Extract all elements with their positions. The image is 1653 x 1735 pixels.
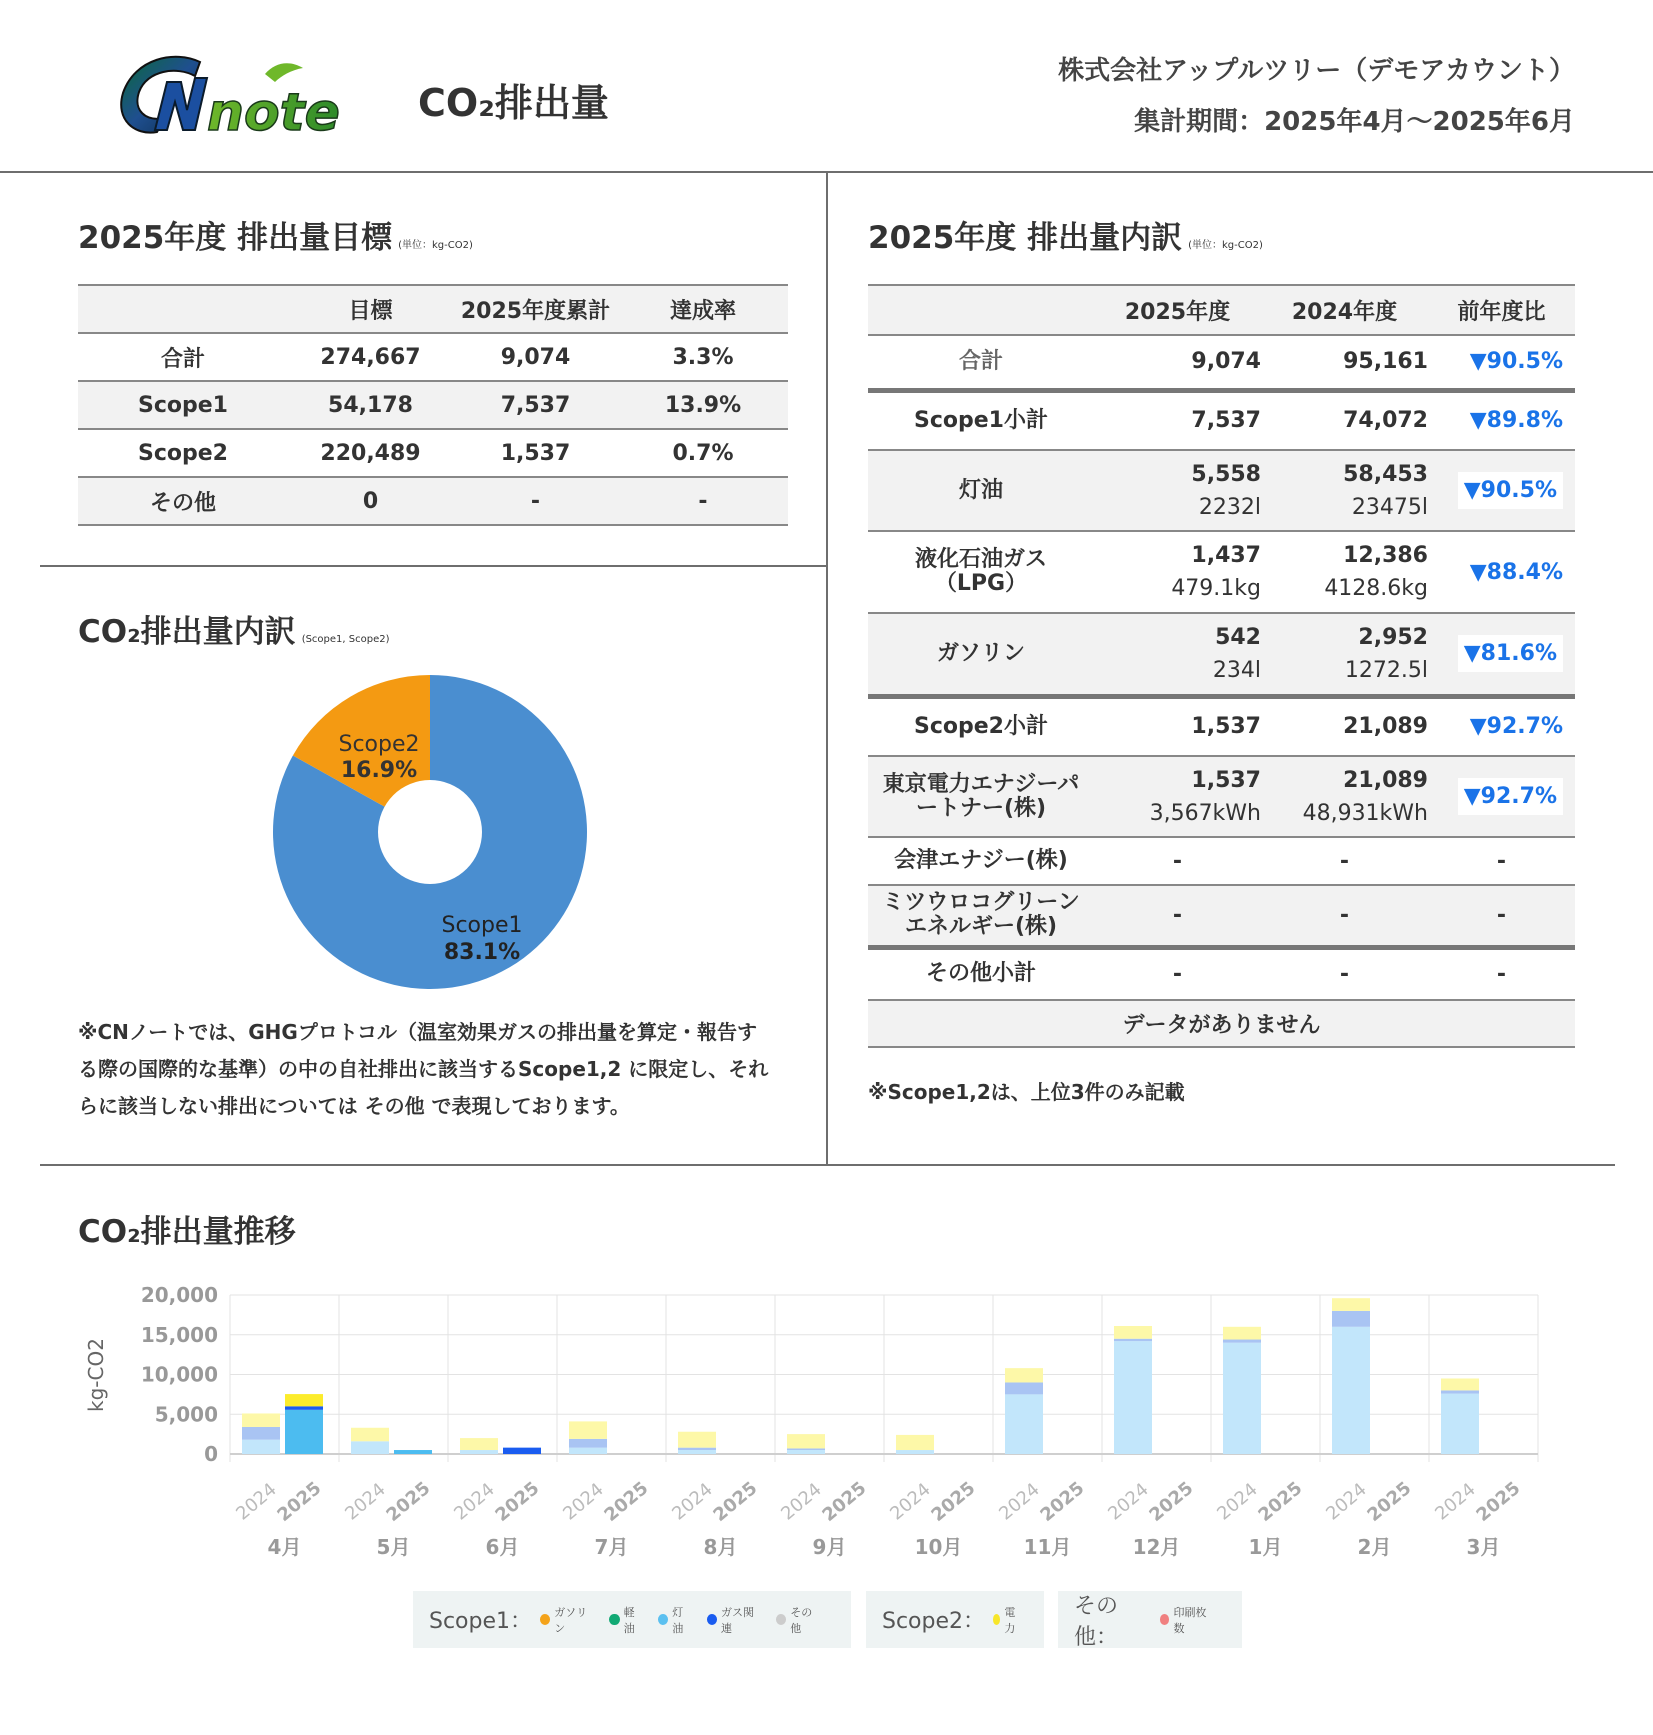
y-axis-label: kg-CO2 [84, 1338, 108, 1412]
bar-7月-2024-kerosene [569, 1448, 607, 1454]
table-row: ミツウロコグリーンエネルギー(株) - - - [868, 885, 1575, 947]
pie-label-scope1-name: Scope1 [441, 913, 523, 938]
table-header-cell: 2025年度累計 [460, 298, 611, 324]
bar-1月-2024-kerosene [1223, 1343, 1261, 1454]
bar-10月-2024-kerosene [896, 1450, 934, 1454]
x-year-label: 2025 [491, 1477, 544, 1526]
bar-9月-2024-power [787, 1434, 825, 1448]
x-year-label: 2024 [341, 1479, 390, 1525]
bar-6月-2024-power [460, 1438, 498, 1450]
bar-9月-2024-lpg [787, 1448, 825, 1450]
y-tick-label: 10,000 [140, 1362, 218, 1387]
legend-item-gasoline: ガソリン [540, 1604, 595, 1636]
x-year-label: 2025 [1363, 1477, 1416, 1526]
table-row: ガソリン 542 234l 2,952 1272.5l ▼81.6% [868, 613, 1575, 696]
x-year-label: 2024 [1104, 1479, 1153, 1525]
pie-label-scope2-value: 16.9% [340, 758, 418, 783]
bar-4月-2025-power [285, 1394, 323, 1406]
bar-1月-2024-lpg [1223, 1340, 1261, 1343]
bar-6月-2025-gas [503, 1448, 541, 1454]
x-month-label: 6月 [485, 1535, 520, 1559]
bar-3月-2024-kerosene [1441, 1394, 1479, 1454]
bar-12月-2024-power [1114, 1326, 1152, 1339]
bar-4月-2025-kerosene [285, 1410, 323, 1454]
x-year-label: 2024 [559, 1479, 608, 1525]
bar-3月-2024-power [1441, 1378, 1479, 1390]
bar-9月-2024-kerosene [787, 1450, 825, 1454]
page-title: CO₂排出量 [418, 81, 609, 125]
table-row: Scope1小計 7,537 74,072 ▼89.8% [868, 390, 1575, 450]
x-year-label: 2025 [1254, 1477, 1307, 1526]
donut-hole [378, 780, 482, 884]
y-tick-label: 5,000 [154, 1402, 218, 1427]
target-table [78, 284, 788, 526]
bar-4月-2024-lpg [242, 1427, 280, 1440]
x-year-label: 2025 [1145, 1477, 1198, 1526]
scope-donut-chart [270, 672, 590, 992]
x-year-label: 2024 [450, 1479, 499, 1525]
bar-7月-2024-lpg [569, 1439, 607, 1448]
x-month-label: 5月 [376, 1535, 411, 1559]
y-tick-label: 15,000 [140, 1322, 218, 1347]
x-month-label: 11月 [1023, 1535, 1072, 1559]
x-month-label: 9月 [812, 1535, 847, 1559]
bar-5月-2024-power [351, 1428, 389, 1442]
legend-item-print-count: 印刷枚数 [1160, 1604, 1212, 1636]
x-year-label: 2024 [668, 1479, 717, 1525]
bar-4月-2024-power [242, 1413, 280, 1427]
x-month-label: 2月 [1357, 1535, 1392, 1559]
x-year-label: 2025 [273, 1477, 326, 1526]
table-header-row: 2025年度 2024年度 前年度比 [868, 285, 1575, 335]
x-month-label: 7月 [594, 1535, 629, 1559]
bar-4月-2024-kerosene [242, 1440, 280, 1454]
table-row: Scope2 220,489 1,537 0.7% [78, 429, 788, 477]
table-row: Scope1 54,178 7,537 13.9% [78, 381, 788, 429]
pie-label-scope1-value: 83.1% [443, 940, 521, 965]
x-month-label: 8月 [703, 1535, 738, 1559]
bar-1月-2024-power [1223, 1327, 1261, 1340]
x-year-label: 2024 [1213, 1479, 1262, 1525]
left-section-divider [40, 565, 828, 567]
x-month-label: 4月 [267, 1535, 302, 1559]
bar-2月-2024-lpg [1332, 1311, 1370, 1327]
bar-5月-2025-kerosene [394, 1450, 432, 1454]
x-year-label: 2024 [995, 1479, 1044, 1525]
table-row: 灯油 5,558 2232l 58,453 23475l ▼90.5% [868, 450, 1575, 531]
x-year-label: 2025 [382, 1477, 435, 1526]
bar-2月-2024-kerosene [1332, 1327, 1370, 1454]
table-row: その他小計 - - - [868, 947, 1575, 1000]
breakdown-section-title: 2025年度 排出量内訳 (単位：kg-CO2) [868, 220, 1263, 256]
legend-item-gas: ガス関連 [707, 1604, 762, 1636]
x-year-label: 2025 [927, 1477, 980, 1526]
cnnote-logo [115, 48, 340, 148]
legend-other: その他： 印刷枚数 [1058, 1591, 1242, 1648]
pie-label-scope2-name: Scope2 [338, 732, 420, 757]
bar-11月-2024-lpg [1005, 1382, 1043, 1394]
x-year-label: 2025 [709, 1477, 762, 1526]
bar-11月-2024-power [1005, 1368, 1043, 1382]
bar-2月-2024-power [1332, 1298, 1370, 1311]
legend-item-other: その他 [776, 1604, 821, 1636]
svg-text:note: note [207, 83, 340, 143]
bar-7月-2024-power [569, 1421, 607, 1438]
legend-item-diesel: 軽油 [609, 1604, 644, 1636]
legend-item-electricity: 電力 [993, 1604, 1019, 1636]
table-row: 会津エナジー(株) - - - [868, 837, 1575, 885]
bar-5月-2024-kerosene [351, 1441, 389, 1454]
target-section-title: 2025年度 排出量目標 (単位：kg-CO2) [78, 220, 473, 256]
legend-item-kerosene: 灯油 [658, 1604, 693, 1636]
x-year-label: 2024 [232, 1479, 281, 1525]
co2-trend-chart [70, 1270, 1630, 1580]
legend-scope2: Scope2： 電力 [866, 1591, 1044, 1648]
pie-section-title: CO₂排出量内訳 (Scope1, Scope2) [78, 614, 390, 650]
table-row: 液化石油ガス（LPG） 1,437 479.1kg 12,386 4128.6kg ▼88.4% [868, 531, 1575, 613]
x-month-label: 1月 [1248, 1535, 1283, 1559]
table-row: Scope2小計 1,537 21,089 ▼92.7% [868, 696, 1575, 756]
bar-12月-2024-lpg [1114, 1339, 1152, 1341]
x-year-label: 2025 [1036, 1477, 1089, 1526]
x-year-label: 2025 [818, 1477, 871, 1526]
x-year-label: 2025 [1472, 1477, 1525, 1526]
table-row: その他 0 - - [78, 477, 788, 525]
scope-top3-note: ※Scope1,2は、上位3件のみ記載 [868, 1080, 1185, 1104]
table-header-cell: 達成率 [669, 298, 736, 324]
trend-section-title: CO₂排出量推移 [78, 1214, 296, 1250]
x-year-label: 2024 [1322, 1479, 1371, 1525]
table-row: 合計 9,074 95,161 ▼90.5% [868, 335, 1575, 390]
x-year-label: 2024 [1431, 1479, 1480, 1525]
x-year-label: 2025 [600, 1477, 653, 1526]
bar-11月-2024-kerosene [1005, 1394, 1043, 1454]
no-data-row: データがありません [868, 1000, 1575, 1047]
column-divider [826, 171, 828, 1165]
table-row: 合計 274,667 9,074 3.3% [78, 333, 788, 381]
ghg-protocol-note: ※CNノートでは、GHGプロトコル（温室効果ガスの排出量を算定・報告す る際の国際的な基準）の中の自社排出に該当するScope1,2 に限定し、それ らに該当しない排出については その他 で表現しております。 [78, 1020, 769, 1118]
table-row: 東京電力エナジーパートナー(株) 1,537 3,567kWh 21,089 48,931kWh ▼92.7% [868, 756, 1575, 837]
x-month-label: 12月 [1132, 1535, 1181, 1559]
x-year-label: 2024 [777, 1479, 826, 1525]
breakdown-table [868, 284, 1575, 1048]
bar-12月-2024-kerosene [1114, 1341, 1152, 1454]
table-header-cell: 目標 [348, 298, 393, 324]
aggregation-period: 集計期間：2025年4月〜2025年6月 [1134, 107, 1575, 137]
x-year-label: 2024 [886, 1479, 935, 1525]
bar-8月-2024-power [678, 1432, 716, 1448]
bar-4月-2025-gas [285, 1406, 323, 1410]
company-name: 株式会社アップルツリー（デモアカウント） [1058, 56, 1575, 86]
legend-scope1: Scope1： ガソリン 軽油 灯油 ガス関連 その他 [413, 1591, 851, 1648]
bar-3月-2024-lpg [1441, 1390, 1479, 1393]
table-header-row [78, 285, 788, 333]
bar-10月-2024-power [896, 1435, 934, 1450]
bar-8月-2024-kerosene [678, 1450, 716, 1454]
table-header-cell [78, 285, 288, 333]
y-tick-label: 0 [204, 1442, 218, 1466]
x-month-label: 10月 [914, 1535, 963, 1559]
x-month-label: 3月 [1466, 1535, 1501, 1559]
y-tick-label: 20,000 [140, 1283, 218, 1307]
trend-section-divider [40, 1164, 1615, 1166]
bar-8月-2024-lpg [678, 1448, 716, 1450]
bar-6月-2024-kerosene [460, 1450, 498, 1454]
